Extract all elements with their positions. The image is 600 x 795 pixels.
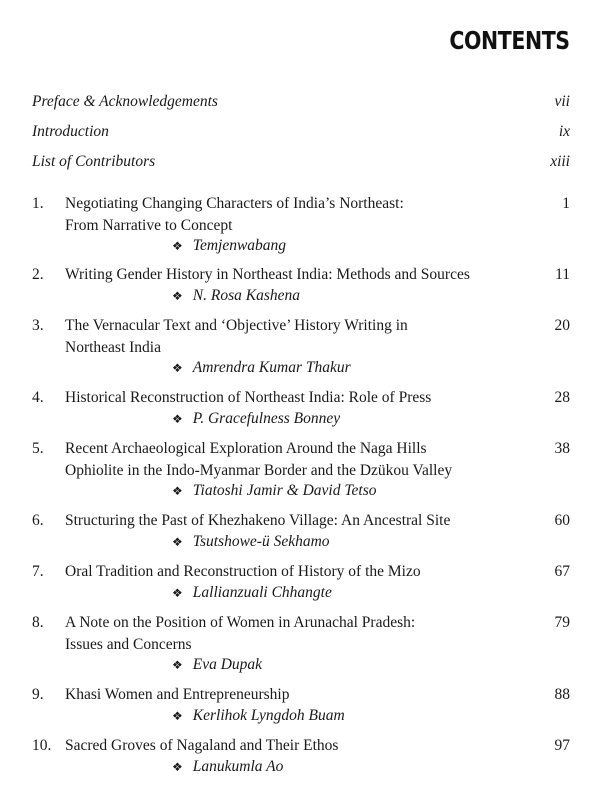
diamond-bullet-icon: ❖ xyxy=(172,586,183,600)
author-name: Temjenwabang xyxy=(192,237,287,254)
front-matter-title: Introduction xyxy=(32,123,109,140)
chapter-number: 9. xyxy=(32,686,44,703)
diamond-bullet-icon: ❖ xyxy=(172,484,183,498)
chapter-title-line: Recent Archaeological Exploration Around the Naga Hills xyxy=(65,440,427,457)
chapter-page: 88 xyxy=(554,686,570,703)
author-name: Amrendra Kumar Thakur xyxy=(192,359,351,376)
diamond-bullet-icon: ❖ xyxy=(172,535,183,549)
chapter-title xyxy=(65,684,525,706)
front-matter-title: Preface & Acknowledgements xyxy=(32,93,218,110)
chapter-number: 6. xyxy=(32,512,44,529)
chapter-page: 79 xyxy=(554,614,570,631)
chapter-number: 4. xyxy=(32,389,44,406)
chapter-title xyxy=(65,315,525,358)
diamond-bullet-icon: ❖ xyxy=(172,658,183,672)
author-name: Eva Dupak xyxy=(192,656,263,673)
chapter-title-line: Khasi Women and Entrepreneurship xyxy=(65,686,290,703)
author-name: Lallianzuali Chhangte xyxy=(192,584,332,601)
chapter-page: 67 xyxy=(554,563,570,580)
chapter-author xyxy=(172,235,286,258)
chapter-author xyxy=(172,582,332,605)
chapter-title-line: Structuring the Past of Khezhakeno Village: An Ancestral Site xyxy=(65,512,451,529)
chapter-title xyxy=(65,612,525,655)
chapter-title xyxy=(65,510,525,532)
chapter-title-line: A Note on the Position of Women in Arunachal Pradesh: xyxy=(65,614,416,631)
chapter-author xyxy=(172,357,351,380)
chapter-author xyxy=(172,756,283,779)
diamond-bullet-icon: ❖ xyxy=(172,760,183,774)
chapter-author xyxy=(172,705,345,728)
chapter-number: 10. xyxy=(32,737,52,754)
author-name: Kerlihok Lyngdoh Buam xyxy=(192,707,345,724)
chapter-page: 38 xyxy=(554,440,570,457)
chapter-title-line: Writing Gender History in Northeast India: Methods and Sources xyxy=(65,266,470,283)
chapter-title xyxy=(65,438,525,481)
chapter-number: 2. xyxy=(32,266,44,283)
chapter-author xyxy=(172,531,330,554)
diamond-bullet-icon: ❖ xyxy=(172,412,183,426)
chapter-author xyxy=(172,654,262,677)
chapter-number: 1. xyxy=(32,195,44,212)
author-name: P. Gracefulness Bonney xyxy=(192,410,341,427)
chapter-page: 60 xyxy=(554,512,570,529)
chapter-title xyxy=(65,561,525,583)
chapter-title xyxy=(65,387,525,409)
chapter-title-line: From Narrative to Concept xyxy=(65,216,233,234)
chapter-title-line: Issues and Concerns xyxy=(65,635,192,653)
front-matter-page: vii xyxy=(554,93,570,110)
chapter-author xyxy=(172,285,300,308)
chapter-page: 11 xyxy=(555,266,570,283)
chapter-page: 28 xyxy=(554,389,570,406)
chapter-number: 8. xyxy=(32,614,44,631)
chapter-title-line: The Vernacular Text and ‘Objective’ History Writing in xyxy=(65,317,408,334)
chapter-number: 3. xyxy=(32,317,44,334)
author-name: N. Rosa Kashena xyxy=(192,287,300,304)
diamond-bullet-icon: ❖ xyxy=(172,289,183,303)
chapter-page: 1 xyxy=(562,195,570,212)
chapter-number: 5. xyxy=(32,440,44,457)
chapter-title-line: Northeast India xyxy=(65,338,161,356)
chapter-title-line: Ophiolite in the Indo-Myanmar Border and the Dzükou Valley xyxy=(65,461,453,479)
chapter-number: 7. xyxy=(32,563,44,580)
front-matter-page: ix xyxy=(558,123,570,140)
front-matter-page: xiii xyxy=(550,153,570,170)
chapter-author xyxy=(172,480,377,503)
chapter-title xyxy=(65,193,525,236)
chapter-title-line: Negotiating Changing Characters of India’s Northeast: xyxy=(65,195,404,212)
author-name: Tiatoshi Jamir & David Tetso xyxy=(192,482,377,499)
chapter-title-line: Historical Reconstruction of Northeast India: Role of Press xyxy=(65,389,432,406)
diamond-bullet-icon: ❖ xyxy=(172,709,183,723)
diamond-bullet-icon: ❖ xyxy=(172,239,183,253)
page-title: CONTENTS xyxy=(449,26,570,55)
chapter-title xyxy=(65,735,525,757)
chapter-page: 97 xyxy=(554,737,570,754)
author-name: Lanukumla Ao xyxy=(192,758,284,775)
chapter-title xyxy=(65,264,525,286)
chapter-page: 20 xyxy=(554,317,570,334)
front-matter-title: List of Contributors xyxy=(32,153,156,170)
diamond-bullet-icon: ❖ xyxy=(172,361,183,375)
chapter-author xyxy=(172,408,340,431)
chapter-title-line: Sacred Groves of Nagaland and Their Ethos xyxy=(65,737,339,754)
author-name: Tsutshowe-ü Sekhamo xyxy=(192,533,330,550)
chapter-title-line: Oral Tradition and Reconstruction of History of the Mizo xyxy=(65,563,421,580)
